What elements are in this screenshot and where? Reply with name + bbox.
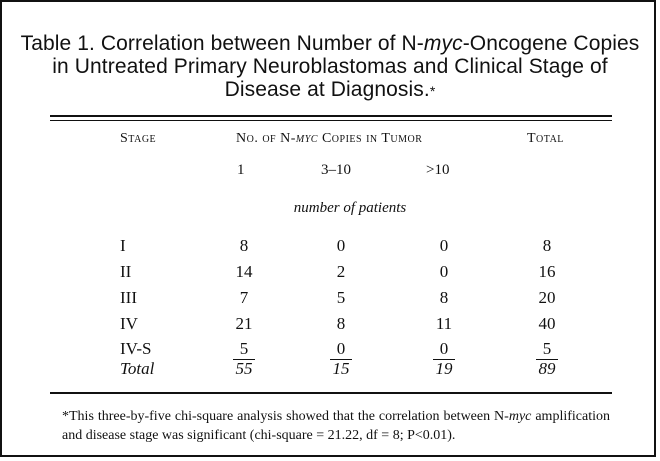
row-total: 16 (538, 262, 556, 281)
totals-row (0, 359, 660, 381)
top-rule (50, 115, 612, 117)
row-c3: 0 (439, 262, 449, 281)
row-c1: 5 (239, 339, 249, 358)
row-stage: I (120, 236, 126, 255)
row-c3: 11 (435, 314, 453, 333)
footnote: *This three-by-five chi-square analysis showed that the correlation between N-myc amplification and disease stage was significant (chi-square = 21.22, df = 8; P<0.01). (62, 409, 610, 443)
row-c2: 0 (336, 236, 346, 255)
table-row (0, 288, 660, 310)
header-copies: No. of N-myc Copies in Tumor (236, 131, 423, 146)
row-total: 40 (538, 314, 556, 333)
row-c3: 8 (439, 288, 449, 307)
title-text-1: Table 1. Correlation between Number of N- (20, 32, 424, 55)
row-stage: IV-S (120, 339, 152, 358)
bottom-rule (50, 392, 612, 394)
subheader-3-10: 3–10 (321, 162, 351, 178)
row-c3: 0 (439, 339, 449, 358)
row-c2: 2 (336, 262, 346, 281)
row-total: 8 (542, 236, 552, 255)
title-myc: myc (423, 32, 463, 55)
table-title (20, 32, 640, 103)
row-total: 20 (538, 288, 556, 307)
totals-c1: 55 (235, 359, 253, 378)
title-asterisk: * (429, 83, 436, 99)
table-row (0, 236, 660, 258)
row-c2: 0 (336, 339, 346, 358)
row-c1: 21 (235, 314, 253, 333)
totals-label: Total (120, 359, 155, 378)
top-rule-thin (50, 120, 612, 121)
row-c1: 7 (239, 288, 249, 307)
row-stage: IV (120, 314, 138, 333)
totals-c2: 15 (332, 359, 350, 378)
row-total: 5 (542, 339, 552, 358)
row-c1: 14 (235, 262, 253, 281)
units-label: number of patients (293, 200, 407, 216)
table-row (0, 339, 660, 361)
row-stage: II (120, 262, 132, 281)
header-stage: Stage (120, 131, 157, 146)
row-c2: 8 (336, 314, 346, 333)
totals-c3: 19 (435, 359, 453, 378)
title-text-2: -Oncogene Copies in Untreated Primary Neuroblastomas and Clinical Stage of Disease at Diagnosis. (52, 32, 640, 101)
row-c1: 8 (239, 236, 249, 255)
table-row (0, 314, 660, 336)
subheader-1: 1 (237, 162, 245, 178)
subheader-gt10: >10 (426, 162, 450, 178)
row-c3: 0 (439, 236, 449, 255)
header-total: Total (527, 131, 564, 146)
table-row (0, 262, 660, 284)
totals-total: 89 (538, 359, 556, 378)
row-stage: III (120, 288, 137, 307)
row-c2: 5 (336, 288, 346, 307)
